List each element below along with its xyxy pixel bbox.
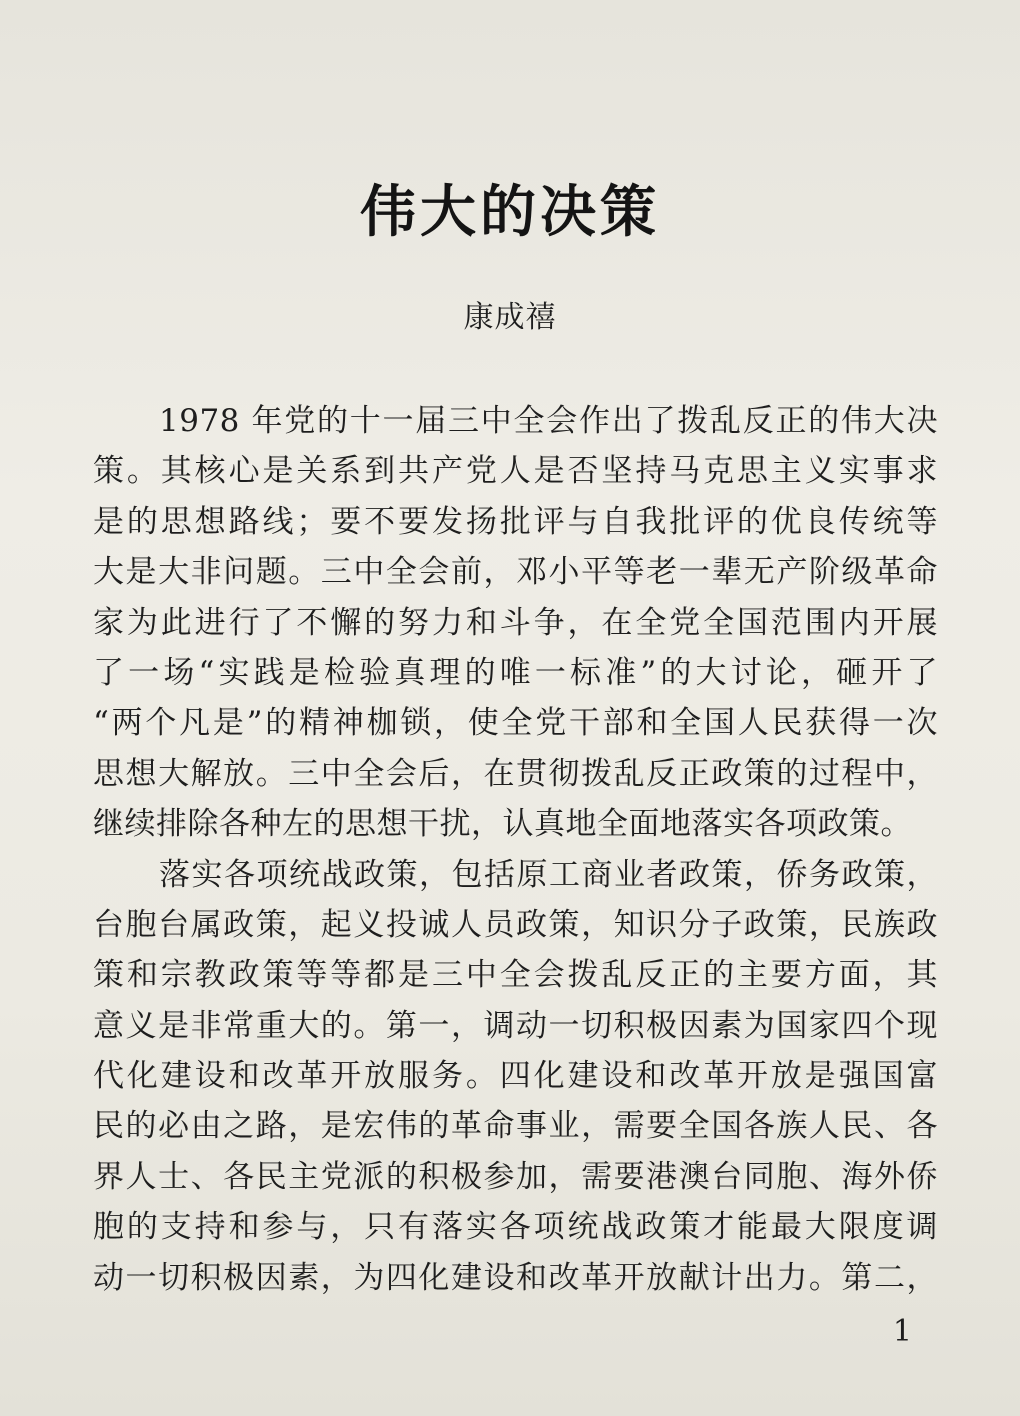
- text-line: 家为此进行了不懈的努力和斗争，在全党全国范围内开展: [93, 604, 938, 641]
- text-line: 了一场“实践是检验真理的唯一标准”的大讨论，砸开了: [93, 654, 938, 691]
- text-line: 动一切积极因素，为四化建设和改革开放献计出力。第二，: [93, 1259, 938, 1296]
- text-line: 1978 年党的十一届三中全会作出了拨乱反正的伟大决: [159, 403, 938, 439]
- text-line: 大是大非问题。三中全会前，邓小平等老一辈无产阶级革命: [93, 554, 938, 591]
- text-line: “两个凡是”的精神枷锁，使全党干部和全国人民获得一次: [93, 705, 938, 742]
- text-line: 策。其核心是关系到共产党人是否坚持马克思主义实事求: [93, 453, 938, 490]
- text-line: 台胞台属政策，起义投诚人员政策，知识分子政策，民族政: [93, 906, 938, 943]
- text-line: 代化建设和改革开放服务。四化建设和改革开放是强国富: [93, 1058, 938, 1095]
- text-line: 意义是非常重大的。第一，调动一切积极因素为国家四个现: [93, 1007, 938, 1044]
- text-line: 落实各项统战政策，包括原工商业者政策，侨务政策，: [159, 856, 938, 893]
- text-line: 民的必由之路，是宏伟的革命事业，需要全国各族人民、各: [93, 1108, 938, 1145]
- text-line: 思想大解放。三中全会后，在贯彻拨乱反正政策的过程中，: [93, 755, 938, 792]
- text-line: 继续排除各种左的思想干扰，认真地全面地落实各项政策。: [93, 806, 912, 843]
- page-title: 伟大的决策: [360, 180, 660, 245]
- text-line: 界人士、各民主党派的积极参加，需要港澳台同胞、海外侨: [93, 1158, 938, 1195]
- author-name: 康成禧: [463, 300, 557, 335]
- text-line: 策和宗教政策等等都是三中全会拨乱反正的主要方面，其: [93, 957, 938, 994]
- text-line: 胞的支持和参与，只有落实各项统战政策才能最大限度调: [93, 1209, 938, 1246]
- text-line: 是的思想路线；要不要发扬批评与自我批评的优良传统等: [93, 503, 938, 540]
- page-number: 1: [892, 1314, 912, 1349]
- body-text: [93, 396, 938, 1303]
